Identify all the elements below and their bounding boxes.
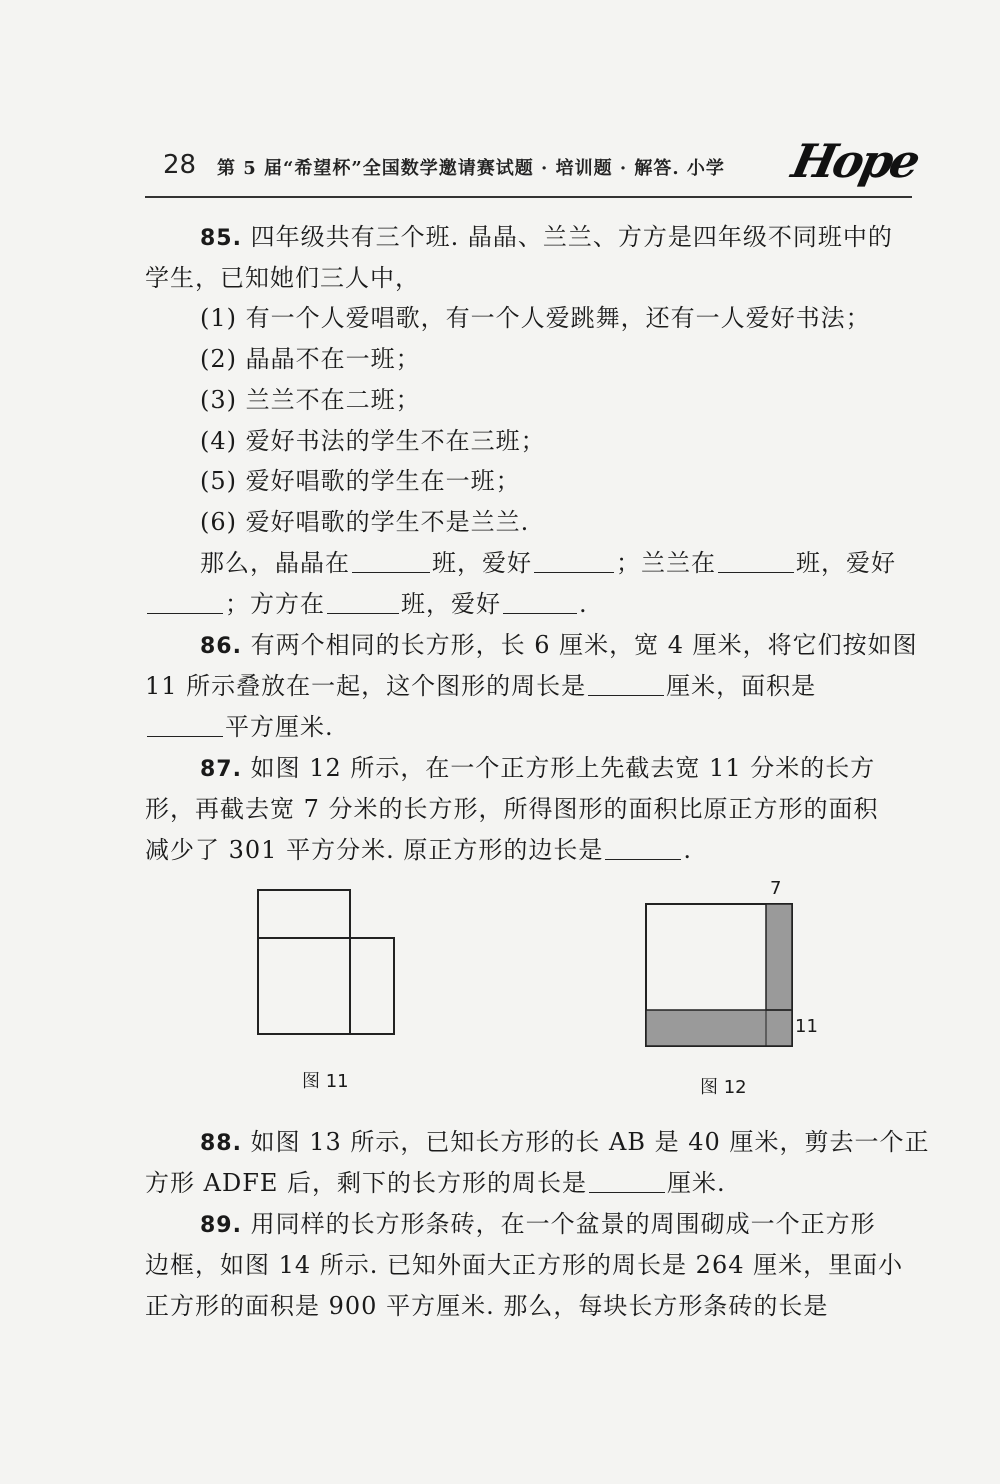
answer-blank[interactable]	[718, 548, 794, 573]
q85-condition-2: (2) 晶晶不在一班；	[200, 345, 421, 373]
q85-line-2: 学生，已知她们三人中，	[145, 264, 420, 292]
q85-condition-5: (5) 爱好唱歌的学生在一班；	[200, 467, 521, 495]
q86-line-3: 平方厘米.	[145, 710, 912, 744]
q87-line-1: 87. 如图 12 所示，在一个正方形上先截去宽 11 分米的长方	[200, 754, 876, 782]
q88-line-1: 88. 如图 13 所示，已知长方形的长 AB 是 40 厘米，剪去一个正	[200, 1128, 930, 1156]
q86-line-2: 11 所示叠放在一起，这个图形的周长是 厘米，面积是	[145, 672, 817, 700]
q85-condition-4: (4) 爱好书法的学生不在三班；	[200, 427, 546, 455]
fig12-label-11: 11	[795, 1016, 818, 1037]
header-title: 第 5 届“希望杯”全国数学邀请赛试题 · 培训题 · 解答. 小学	[217, 158, 725, 179]
q89-line-3: 正方形的面积是 900 平方厘米. 那么，每块长方形条砖的长是	[145, 1292, 829, 1320]
answer-blank[interactable]	[605, 835, 681, 860]
figure-11	[250, 882, 410, 1042]
figure-12	[640, 898, 810, 1058]
fig11-rect-vertical	[258, 890, 350, 1034]
page-header	[145, 134, 923, 198]
fig12-caption: 图 12	[700, 1077, 747, 1098]
q85-answer-line-2: ；方方在 班，爱好 .	[145, 587, 912, 621]
q87-line-2: 形，再截去宽 7 分米的长方形，所得图形的面积比原正方形的面积	[145, 795, 879, 823]
q85-number: 85.	[200, 226, 242, 251]
q85-condition-3: (3) 兰兰不在二班；	[200, 386, 421, 414]
answer-blank[interactable]	[588, 671, 664, 696]
q86-number: 86.	[200, 634, 242, 659]
hope-logo: Hope	[787, 134, 923, 188]
fig12-label-7: 7	[770, 878, 782, 899]
q89-line-2: 边框，如图 14 所示. 已知外面大正方形的周长是 264 厘米，里面小	[145, 1251, 904, 1279]
answer-blank[interactable]	[589, 1168, 665, 1193]
q89-line-1: 89. 用同样的长方形条砖，在一个盆景的周围砌成一个正方形	[200, 1210, 876, 1238]
q85-condition-6: (6) 爱好唱歌的学生不是兰兰.	[200, 508, 530, 536]
fig11-rect-horizontal	[258, 938, 394, 1034]
answer-blank[interactable]	[147, 712, 223, 737]
answer-blank[interactable]	[327, 589, 399, 614]
q85-condition-1: (1) 有一个人爱唱歌，有一个人爱跳舞，还有一人爱好书法；	[200, 304, 871, 332]
answer-blank[interactable]	[534, 548, 614, 573]
q89-number: 89.	[200, 1213, 242, 1238]
answer-blank[interactable]	[352, 548, 430, 573]
q85-line-1: 85. 四年级共有三个班. 晶晶、兰兰、方方是四年级不同班中的	[200, 223, 893, 251]
q87-number: 87.	[200, 757, 242, 782]
fig12-strip-horizontal	[646, 1010, 792, 1046]
answer-blank[interactable]	[503, 589, 577, 614]
q88-line-2: 方形 ADFE 后，剩下的长方形的周长是 厘米.	[145, 1169, 726, 1197]
q86-line-1: 86. 有两个相同的长方形，长 6 厘米，宽 4 厘米，将它们按如图	[200, 631, 918, 659]
answer-blank[interactable]	[147, 589, 223, 614]
fig11-caption: 图 11	[302, 1071, 349, 1092]
q87-line-3: 减少了 301 平方分米. 原正方形的边长是 .	[145, 836, 692, 864]
page-number: 28	[163, 150, 197, 180]
q85-answer-line-1: 那么，晶晶在 班，爱好 ；兰兰在 班，爱好	[200, 549, 896, 577]
q88-number: 88.	[200, 1131, 242, 1156]
